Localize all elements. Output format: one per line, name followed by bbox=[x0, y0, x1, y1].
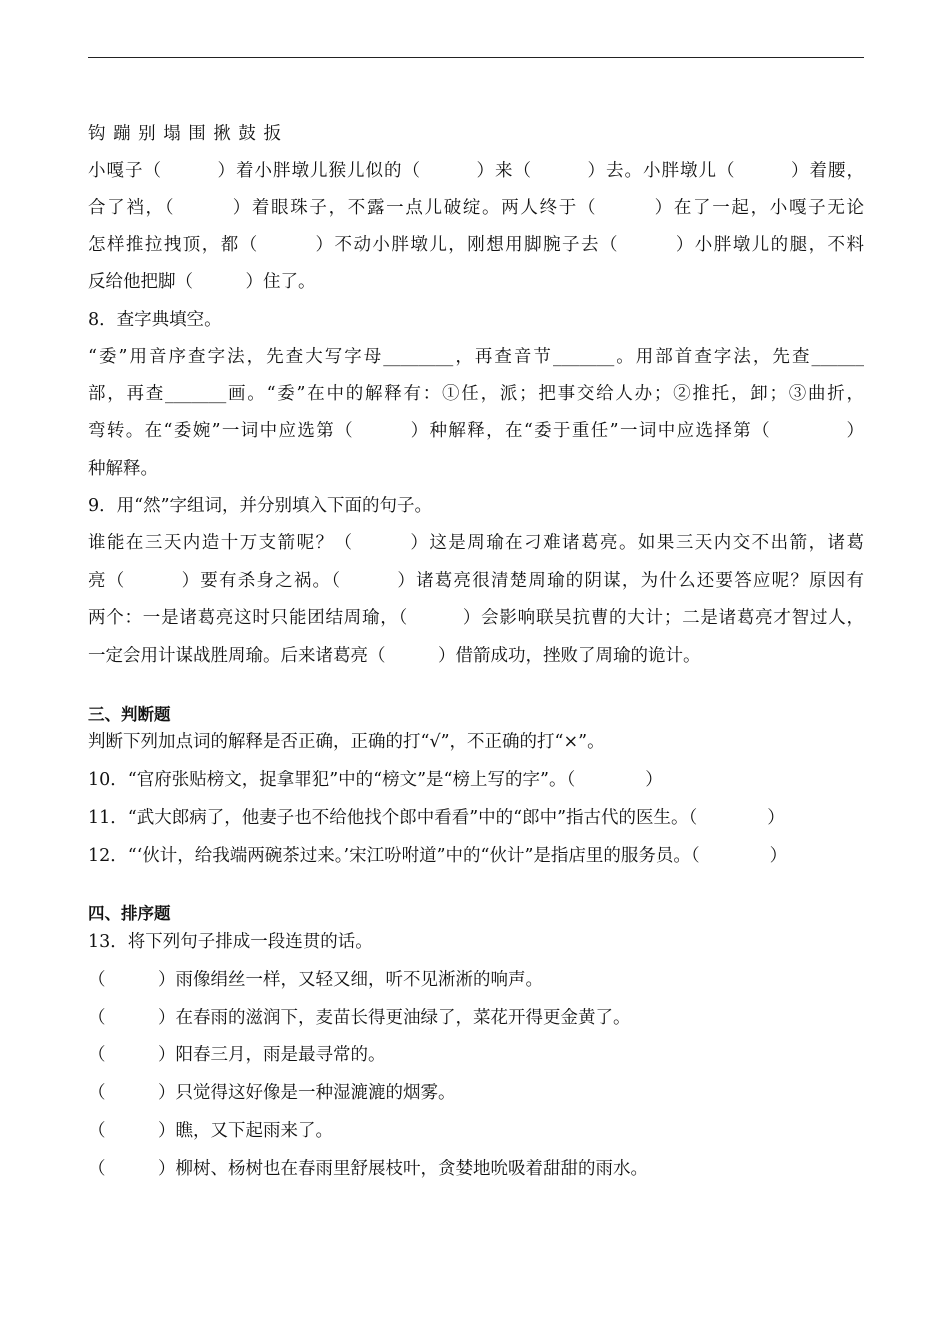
q8-line-3: 弯转。在“委婉”一词中应选第（ ）种解释，在“委于重任”一词中应选择第（ ） bbox=[88, 421, 864, 441]
q8-line-1: “委”用音序查字法，先查大写字母________，再查音节_______。用部首查字法，先查______ bbox=[88, 347, 864, 367]
sentence-4: （ ）只觉得这好像是一种湿漉漉的烟雾。 bbox=[88, 1083, 456, 1103]
q13-title: 13．将下列句子排成一段连贯的话。 bbox=[88, 932, 373, 952]
q7-line-3: 怎样推拉拽顶，都（ ）不动小胖墩儿，刚想用脚腕子去（ ）小胖墩儿的腿，不料 bbox=[88, 235, 864, 255]
word-bank: 钩 蹦 别 塌 围 揪 鼓 扳 bbox=[88, 124, 281, 144]
section-3-intro: 判断下列加点词的解释是否正确，正确的打“√”，不正确的打“×”。 bbox=[88, 732, 605, 752]
q8-title: 8．查字典填空。 bbox=[88, 310, 222, 330]
q7-line-4: 反给他把脚（ ）住了。 bbox=[88, 272, 316, 292]
section-4-heading: 四、排序题 bbox=[88, 904, 171, 923]
q7-line-2: 合了裆，（ ）着眼珠子，不露一点儿破绽。两人终于（ ）在了一起，小嘎子无论 bbox=[88, 198, 864, 218]
q9-line-2: 亮（ ）要有杀身之祸。（ ）诸葛亮很清楚周瑜的阴谋，为什么还要答应呢？原因有 bbox=[88, 571, 864, 591]
q10: 10．“官府张贴榜文，捉拿罪犯”中的“榜文”是“榜上写的字”。（ ） bbox=[88, 770, 663, 790]
q9-title: 9．用“然”字组词，并分别填入下面的句子。 bbox=[88, 496, 433, 516]
q12: 12．“‘伙计，给我端两碗茶过来。’宋江吩咐道”中的“伙计”是指店里的服务员。（ ） bbox=[88, 846, 788, 866]
sentence-2: （ ）在春雨的滋润下，麦苗长得更油绿了，菜花开得更金黄了。 bbox=[88, 1008, 631, 1028]
sentence-1: （ ）雨像绢丝一样，又轻又细，听不见淅淅的响声。 bbox=[88, 970, 543, 990]
sentence-6: （ ）柳树、杨树也在春雨里舒展枝叶，贪婪地吮吸着甜甜的雨水。 bbox=[88, 1159, 648, 1179]
q9-line-1: 谁能在三天内造十万支箭呢？（ ）这是周瑜在刁难诸葛亮。如果三天内交不出箭，诸葛 bbox=[88, 533, 864, 553]
q7-line-1: 小嘎子（ ）着小胖墩儿猴儿似的（ ）来（ ）去。小胖墩儿（ ）着腰， bbox=[88, 161, 864, 181]
q11: 11．“武大郎病了，他妻子也不给他找个郎中看看”中的“郎中”指古代的医生。（ ） bbox=[88, 808, 785, 828]
sentence-3: （ ）阳春三月，雨是最寻常的。 bbox=[88, 1045, 386, 1065]
header-rule bbox=[88, 57, 864, 58]
sentence-5: （ ）瞧，又下起雨来了。 bbox=[88, 1121, 333, 1141]
q8-line-4: 种解释。 bbox=[88, 459, 158, 479]
q8-line-2: 部，再查_______画。“委”在中的解释有：①任，派；把事交给人办；②推托，卸；③曲折， bbox=[88, 384, 864, 404]
section-3-heading: 三、判断题 bbox=[88, 705, 171, 724]
q9-line-3: 两个：一是诸葛亮这时只能团结周瑜，（ ）会影响联吴抗曹的大计；二是诸葛亮才智过人， bbox=[88, 608, 864, 628]
q9-line-4: 一定会用计谋战胜周瑜。后来诸葛亮（ ）借箭成功，挫败了周瑜的诡计。 bbox=[88, 646, 701, 666]
